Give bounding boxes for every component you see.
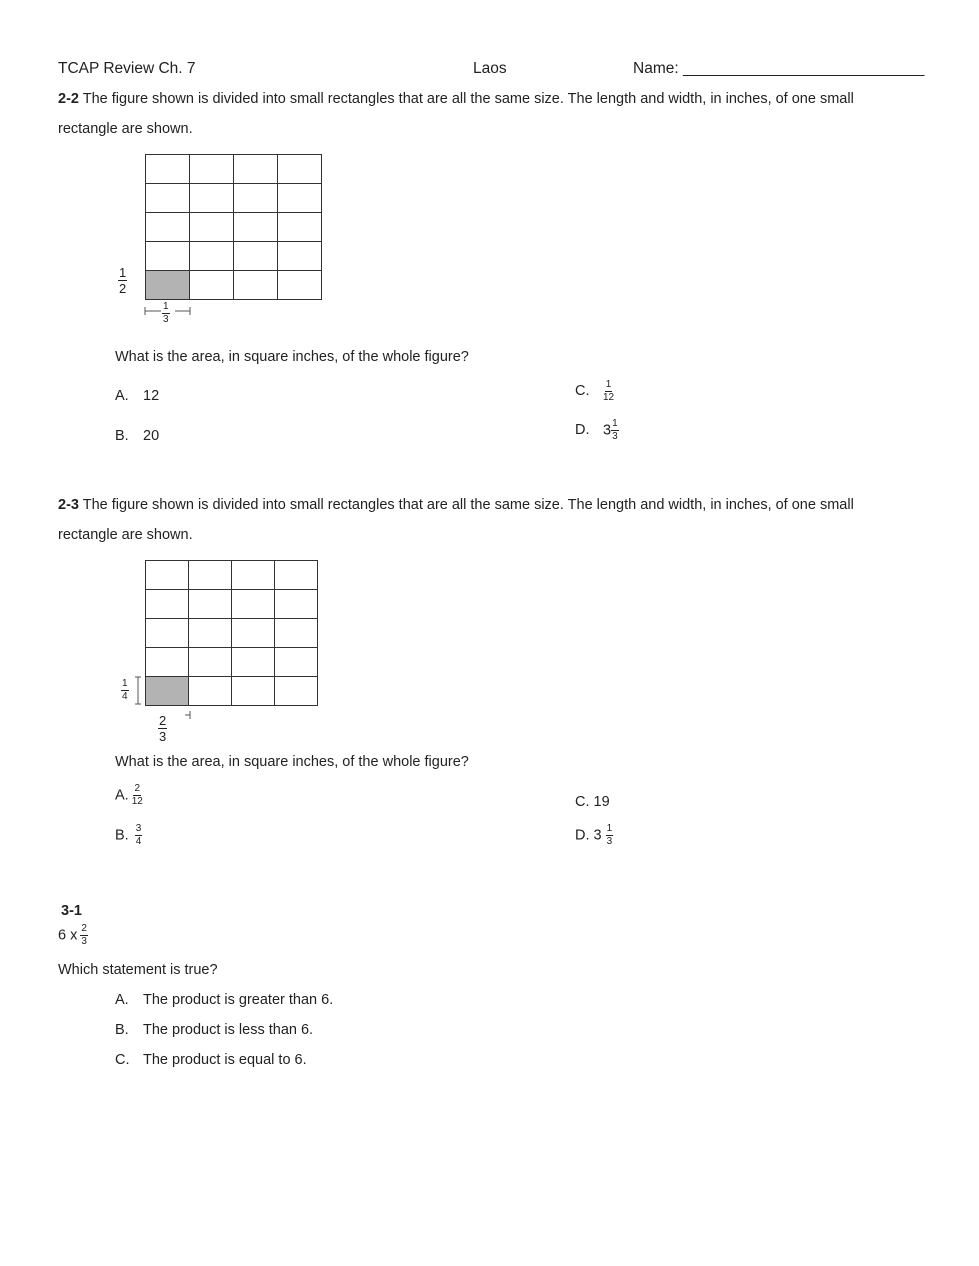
- grid-cell: [189, 648, 232, 677]
- option-letter: C.: [575, 794, 590, 810]
- grid-cell: [146, 184, 190, 213]
- option-c[interactable]: [575, 380, 614, 403]
- question-number: 2-3: [58, 497, 79, 513]
- fraction-denominator: 12: [131, 796, 143, 807]
- option-text: 12: [143, 388, 160, 404]
- grid-cell: [234, 155, 278, 184]
- grid-cell: [146, 155, 190, 184]
- mixed-number-whole: 3: [603, 422, 612, 439]
- shaded-cell: [146, 271, 190, 300]
- fraction-numerator: 2: [81, 923, 87, 934]
- option-d[interactable]: [575, 824, 613, 847]
- fraction-denominator: 2: [119, 281, 127, 296]
- grid-cell: [146, 619, 189, 648]
- option-d[interactable]: [575, 419, 619, 442]
- width-label: [162, 302, 170, 325]
- option-letter: B.: [115, 428, 129, 444]
- expression: [58, 924, 88, 947]
- grid-cell: [189, 561, 232, 590]
- grid-cell: [146, 561, 189, 590]
- grid-cell: [275, 561, 318, 590]
- height-dimension-arrow: [133, 676, 143, 706]
- prompt-text: The figure shown is divided into small rectangles that are all the same size. The length and width, in inches, of one small: [78, 497, 854, 513]
- prompt-text: The figure shown is divided into small rectangles that are all the same size. The length and width, in inches, of one small: [78, 91, 854, 107]
- option-c[interactable]: [575, 794, 610, 810]
- grid-cell: [275, 619, 318, 648]
- option-a[interactable]: [115, 992, 333, 1008]
- width-label: [158, 714, 167, 743]
- width-dimension-tick: [183, 710, 193, 720]
- grid-cell: [232, 648, 275, 677]
- grid-cell: [190, 242, 234, 271]
- option-letter: A.: [115, 388, 129, 404]
- fraction-denominator: 3: [163, 314, 169, 325]
- grid-cell: [278, 184, 322, 213]
- option-text: 20: [143, 428, 160, 444]
- question-2-3-prompt-cont: rectangle are shown.: [58, 527, 193, 543]
- grid-cell: [232, 590, 275, 619]
- question-2-3-prompt: [58, 497, 854, 513]
- question-2-3-ask: What is the area, in square inches, of the whole figure?: [115, 754, 469, 770]
- option-text: The product is greater than 6.: [143, 992, 334, 1008]
- fraction-denominator: 3: [159, 729, 167, 744]
- fraction-numerator: 1: [119, 265, 127, 280]
- fraction-numerator: 3: [135, 823, 142, 834]
- option-b[interactable]: [115, 824, 142, 847]
- grid-cell: [232, 619, 275, 648]
- grid-cell: [275, 677, 318, 706]
- height-label: [121, 679, 129, 702]
- option-letter: C.: [115, 1052, 130, 1068]
- grid-cell: [189, 677, 232, 706]
- grid-cell: [278, 242, 322, 271]
- option-letter: B.: [115, 827, 129, 844]
- fraction-numerator: 1: [605, 379, 612, 390]
- grid-cell: [146, 590, 189, 619]
- grid-cell: [189, 619, 232, 648]
- question-number: 3-1: [61, 903, 82, 919]
- option-letter: C.: [575, 383, 590, 400]
- height-label: [118, 266, 127, 295]
- grid-cell: [232, 677, 275, 706]
- grid-cell: [146, 242, 190, 271]
- fraction-numerator: 1: [163, 301, 169, 312]
- question-2-2-prompt-cont: rectangle are shown.: [58, 121, 193, 137]
- question-2-2-ask: What is the area, in square inches, of the whole figure?: [115, 349, 469, 365]
- grid-cell: [275, 590, 318, 619]
- mixed-number-whole: 3: [593, 827, 602, 844]
- fraction-numerator: 1: [122, 678, 128, 689]
- fraction-numerator: 2: [134, 783, 141, 794]
- option-text: The product is less than 6.: [143, 1022, 314, 1038]
- grid-cell: [234, 242, 278, 271]
- option-letter: A.: [115, 992, 129, 1008]
- fraction-denominator: 4: [135, 836, 142, 847]
- area-model-grid-2-2: [145, 154, 322, 300]
- option-text: The product is equal to 6.: [143, 1052, 307, 1068]
- fraction-denominator: 12: [603, 392, 615, 403]
- area-model-grid-2-3: [145, 560, 318, 706]
- fraction-denominator: 3: [612, 431, 618, 442]
- option-text: 19: [593, 794, 610, 810]
- grid-cell: [278, 213, 322, 242]
- fraction-numerator: 1: [612, 418, 618, 429]
- grid-cell: [189, 590, 232, 619]
- teacher-name: Laos: [473, 60, 507, 77]
- grid-cell: [190, 184, 234, 213]
- grid-cell: [190, 213, 234, 242]
- option-letter: A.: [115, 787, 129, 804]
- grid-cell: [190, 271, 234, 300]
- question-number: 2-2: [58, 91, 79, 107]
- option-letter: D.: [575, 827, 590, 844]
- option-b[interactable]: [115, 428, 159, 444]
- grid-cell: [234, 184, 278, 213]
- option-letter: B.: [115, 1022, 129, 1038]
- grid-cell: [190, 155, 234, 184]
- grid-cell: [278, 155, 322, 184]
- grid-cell: [234, 213, 278, 242]
- option-b[interactable]: [115, 1022, 313, 1038]
- grid-cell: [278, 271, 322, 300]
- grid-cell: [234, 271, 278, 300]
- fraction-denominator: 3: [81, 936, 87, 947]
- grid-cell: [232, 561, 275, 590]
- student-name-field[interactable]: Name: ____________________________: [633, 60, 925, 77]
- grid-cell: [146, 648, 189, 677]
- option-a[interactable]: [115, 388, 159, 404]
- fraction-denominator: 3: [606, 836, 613, 847]
- grid-cell: [146, 213, 190, 242]
- option-letter: D.: [575, 422, 590, 439]
- fraction-numerator: 1: [606, 823, 613, 834]
- fraction-denominator: 4: [122, 691, 128, 702]
- shaded-cell: [146, 677, 189, 706]
- expression-lead: 6 x: [58, 927, 78, 944]
- worksheet-title: TCAP Review Ch. 7: [58, 60, 196, 77]
- question-2-2-prompt: [58, 91, 854, 107]
- question-3-1-ask: Which statement is true?: [58, 962, 218, 978]
- fraction-numerator: 2: [159, 713, 167, 728]
- option-a[interactable]: [115, 784, 143, 807]
- option-c[interactable]: [115, 1052, 307, 1068]
- grid-cell: [275, 648, 318, 677]
